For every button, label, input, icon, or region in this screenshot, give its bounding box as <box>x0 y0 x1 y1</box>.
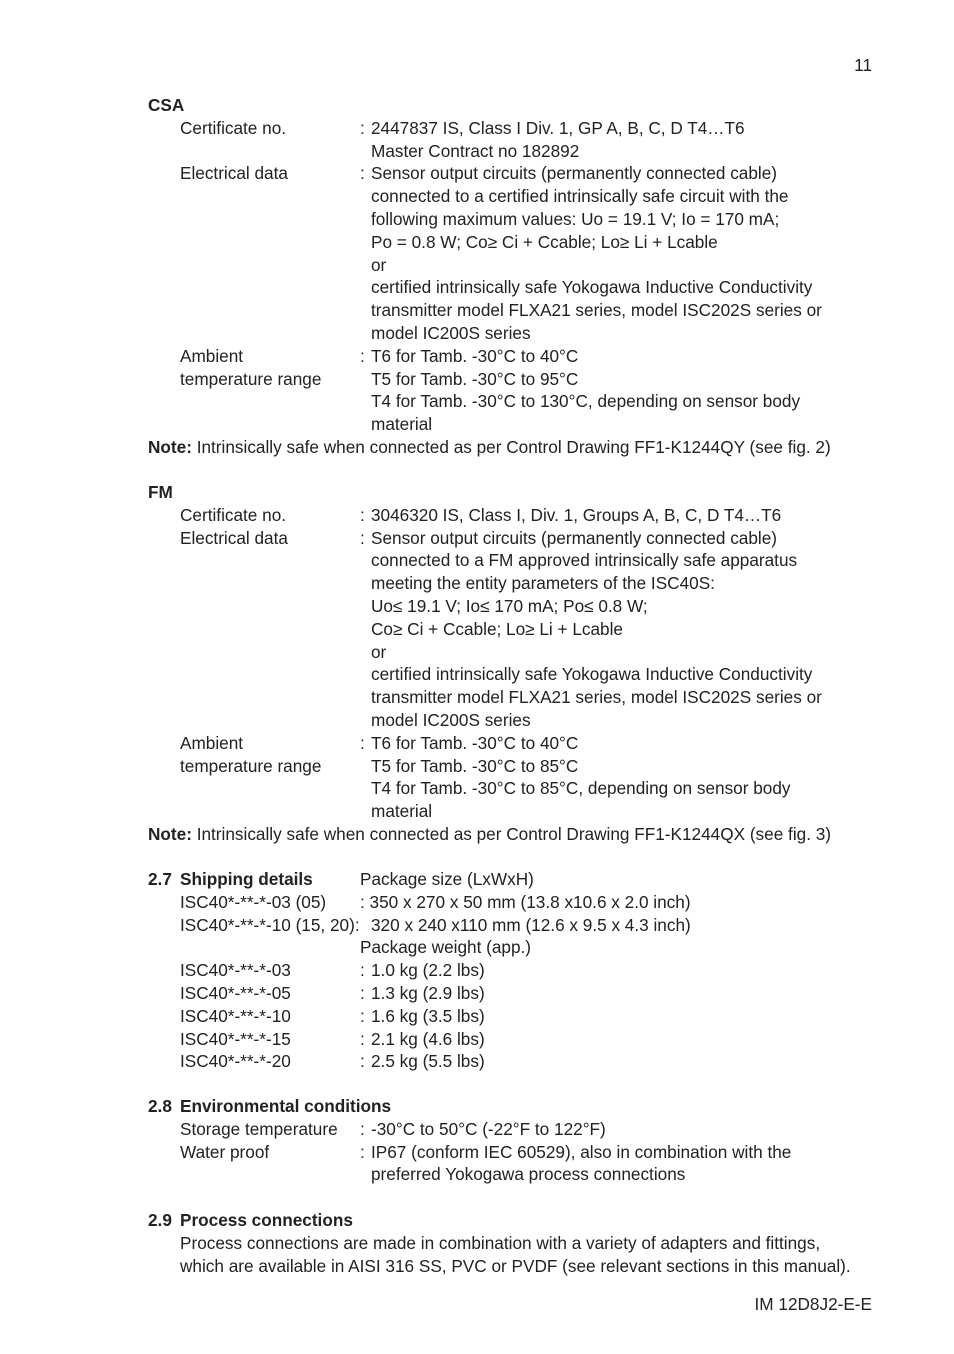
fm-electrical-value: meeting the entity parameters of the ISC40S: <box>371 573 715 594</box>
water-proof-row: Water proof : IP67 (conform IEC 60529), also in combination with the <box>148 1141 878 1164</box>
package-size-label: ISC40*-**-*-03 (05) <box>180 891 327 912</box>
process-section-title: Process connections <box>180 1210 353 1230</box>
process-section-number: 2.9 <box>148 1210 172 1230</box>
package-size-label: ISC40*-**-*-10 (15, 20): <box>180 914 360 935</box>
csa-ambient-value: T4 for Tamb. -30°C to 130°C, depending on sensor body <box>371 391 801 412</box>
csa-certificate-value: 2447837 IS, Class I Div. 1, GP A, B, C, D T4…T6 <box>371 117 745 138</box>
page-number: 11 <box>854 55 872 75</box>
package-weight-value: 1.0 kg (2.2 lbs) <box>371 960 485 981</box>
water-proof-value: IP67 (conform IEC 60529), also in combination with the <box>371 1141 792 1162</box>
fm-electrical-row: Electrical data : Sensor output circuits (permanently connected cable) <box>148 527 878 550</box>
fm-ambient-row: Ambient : T6 for Tamb. -30°C to 40°C <box>148 732 878 755</box>
package-size-row <box>148 914 878 937</box>
package-size-value: 320 x 240 x110 mm (12.6 x 9.5 x 4.3 inch) <box>371 914 691 935</box>
package-weight-label: ISC40*-**-*-05 <box>180 982 291 1003</box>
csa-electrical-value: Po = 0.8 W; Co≥ Ci + Ccable; Lo≥ Li + Lcable <box>371 231 718 252</box>
csa-certificate-value: Master Contract no 182892 <box>371 140 580 161</box>
environment-heading <box>148 1095 878 1118</box>
process-text: Process connections are made in combination with a variety of adapters and fittings, <box>180 1232 821 1253</box>
csa-electrical-value: certified intrinsically safe Yokogawa Inductive Conductivity <box>371 277 813 298</box>
csa-electrical-value: Sensor output circuits (permanently connected cable) <box>371 163 778 184</box>
fm-electrical-value: connected to a FM approved intrinsically safe apparatus <box>371 550 798 571</box>
package-weight-label: ISC40*-**-*-15 <box>180 1028 291 1049</box>
csa-certificate-label: Certificate no. <box>180 117 287 138</box>
fm-note-label: Note: <box>148 823 192 844</box>
package-weight-label: ISC40*-**-*-03 <box>180 960 291 981</box>
package-weight-row: ISC40*-**-*-10 : 1.6 kg (3.5 lbs) <box>148 1005 878 1028</box>
package-weight-row: ISC40*-**-*-15 : 2.1 kg (4.6 lbs) <box>148 1028 878 1051</box>
fm-electrical-value: Co≥ Ci + Ccable; Lo≥ Li + Lcable <box>371 618 623 639</box>
fm-electrical-value: Uo≤ 19.1 V; Io≤ 170 mA; Po≤ 0.8 W; <box>371 595 648 616</box>
package-weight-row: ISC40*-**-*-03 : 1.0 kg (2.2 lbs) <box>148 959 878 982</box>
environment-section-title: Environmental conditions <box>180 1096 392 1116</box>
fm-ambient-label: temperature range <box>180 755 322 776</box>
csa-section <box>148 94 878 459</box>
process-text: which are available in AISI 316 SS, PVC or PVDF (see relevant sections in this manual). <box>180 1255 851 1276</box>
csa-heading: CSA <box>148 95 185 115</box>
shipping-section-number: 2.7 <box>148 869 172 889</box>
fm-ambient-label: Ambient <box>180 732 244 753</box>
csa-note-label: Note: <box>148 436 192 457</box>
fm-ambient-value: T5 for Tamb. -30°C to 85°C <box>371 755 579 776</box>
shipping-section <box>148 868 878 1073</box>
package-weight-label: ISC40*-**-*-20 <box>180 1051 291 1072</box>
package-weight-row: ISC40*-**-*-20 : 2.5 kg (5.5 lbs) <box>148 1050 878 1073</box>
csa-ambient-label: Ambient <box>180 345 244 366</box>
fm-note <box>148 823 878 846</box>
package-size-value: : 350 x 270 x 50 mm (13.8 x10.6 x 2.0 inch) <box>360 891 691 912</box>
shipping-section-title: Shipping details <box>180 869 313 889</box>
fm-electrical-value: Sensor output circuits (permanently connected cable) <box>371 527 778 548</box>
csa-certificate-row: Certificate no. : 2447837 IS, Class I Div. 1, GP A, B, C, D T4…T6 <box>148 117 878 140</box>
csa-electrical-row: Electrical data : Sensor output circuits (permanently connected cable) <box>148 162 878 185</box>
fm-heading: FM <box>148 482 173 502</box>
water-proof-value: preferred Yokogawa process connections <box>371 1164 686 1185</box>
package-weight-heading: Package weight (app.) <box>360 937 532 958</box>
csa-electrical-value: connected to a certified intrinsically safe circuit with the <box>371 186 789 207</box>
package-weight-row: ISC40*-**-*-05 : 1.3 kg (2.9 lbs) <box>148 982 878 1005</box>
csa-electrical-label: Electrical data <box>180 163 288 184</box>
package-size-row <box>148 891 878 914</box>
csa-electrical-value: following maximum values: Uo = 19.1 V; Io = 170 mA; <box>371 208 780 229</box>
csa-electrical-value: model IC200S series <box>371 322 531 343</box>
package-weight-value: 1.3 kg (2.9 lbs) <box>371 982 485 1003</box>
csa-electrical-value: or <box>371 254 387 275</box>
fm-ambient-value: T4 for Tamb. -30°C to 85°C, depending on sensor body <box>371 778 791 799</box>
shipping-heading-row <box>148 868 878 891</box>
fm-ambient-value: material <box>371 801 433 822</box>
storage-label: Storage temperature <box>180 1118 338 1139</box>
fm-electrical-value: transmitter model FLXA21 series, model ISC202S series or <box>371 687 822 708</box>
csa-ambient-value: T5 for Tamb. -30°C to 95°C <box>371 368 579 389</box>
fm-certificate-value: 3046320 IS, Class I, Div. 1, Groups A, B, C, D T4…T6 <box>371 504 782 525</box>
csa-ambient-value: material <box>371 414 433 435</box>
package-weight-value: 1.6 kg (3.5 lbs) <box>371 1005 485 1026</box>
package-size-heading: Package size (LxWxH) <box>360 869 534 889</box>
csa-ambient-value: T6 for Tamb. -30°C to 40°C <box>371 345 579 366</box>
fm-ambient-value: T6 for Tamb. -30°C to 40°C <box>371 732 579 753</box>
csa-note <box>148 436 878 459</box>
storage-row: Storage temperature : -30°C to 50°C (-22°F to 122°F) <box>148 1118 878 1141</box>
fm-electrical-value: or <box>371 641 387 662</box>
package-weight-value: 2.1 kg (4.6 lbs) <box>371 1028 485 1049</box>
csa-electrical-value: transmitter model FLXA21 series, model ISC202S series or <box>371 300 822 321</box>
csa-note-text: Intrinsically safe when connected as per Control Drawing FF1-K1244QY (see fig. 2) <box>191 436 831 457</box>
fm-certificate-row: Certificate no. : 3046320 IS, Class I, Div. 1, Groups A, B, C, D T4…T6 <box>148 504 878 527</box>
csa-ambient-label: temperature range <box>180 368 322 389</box>
package-weight-value: 2.5 kg (5.5 lbs) <box>371 1051 485 1072</box>
document-id: IM 12D8J2-E-E <box>754 1294 872 1314</box>
fm-section <box>148 481 878 846</box>
fm-electrical-label: Electrical data <box>180 527 288 548</box>
fm-electrical-value: model IC200S series <box>371 709 531 730</box>
environment-section <box>148 1095 878 1186</box>
water-proof-label: Water proof <box>180 1141 270 1162</box>
fm-electrical-value: certified intrinsically safe Yokogawa Inductive Conductivity <box>371 664 813 685</box>
fm-certificate-label: Certificate no. <box>180 504 287 525</box>
process-section <box>148 1209 878 1277</box>
process-heading <box>148 1209 878 1232</box>
environment-section-number: 2.8 <box>148 1096 172 1116</box>
storage-value: -30°C to 50°C (-22°F to 122°F) <box>371 1118 606 1139</box>
csa-ambient-row: Ambient : T6 for Tamb. -30°C to 40°C <box>148 345 878 368</box>
fm-note-text: Intrinsically safe when connected as per Control Drawing FF1-K1244QX (see fig. 3) <box>191 823 832 844</box>
package-weight-label: ISC40*-**-*-10 <box>180 1005 291 1026</box>
